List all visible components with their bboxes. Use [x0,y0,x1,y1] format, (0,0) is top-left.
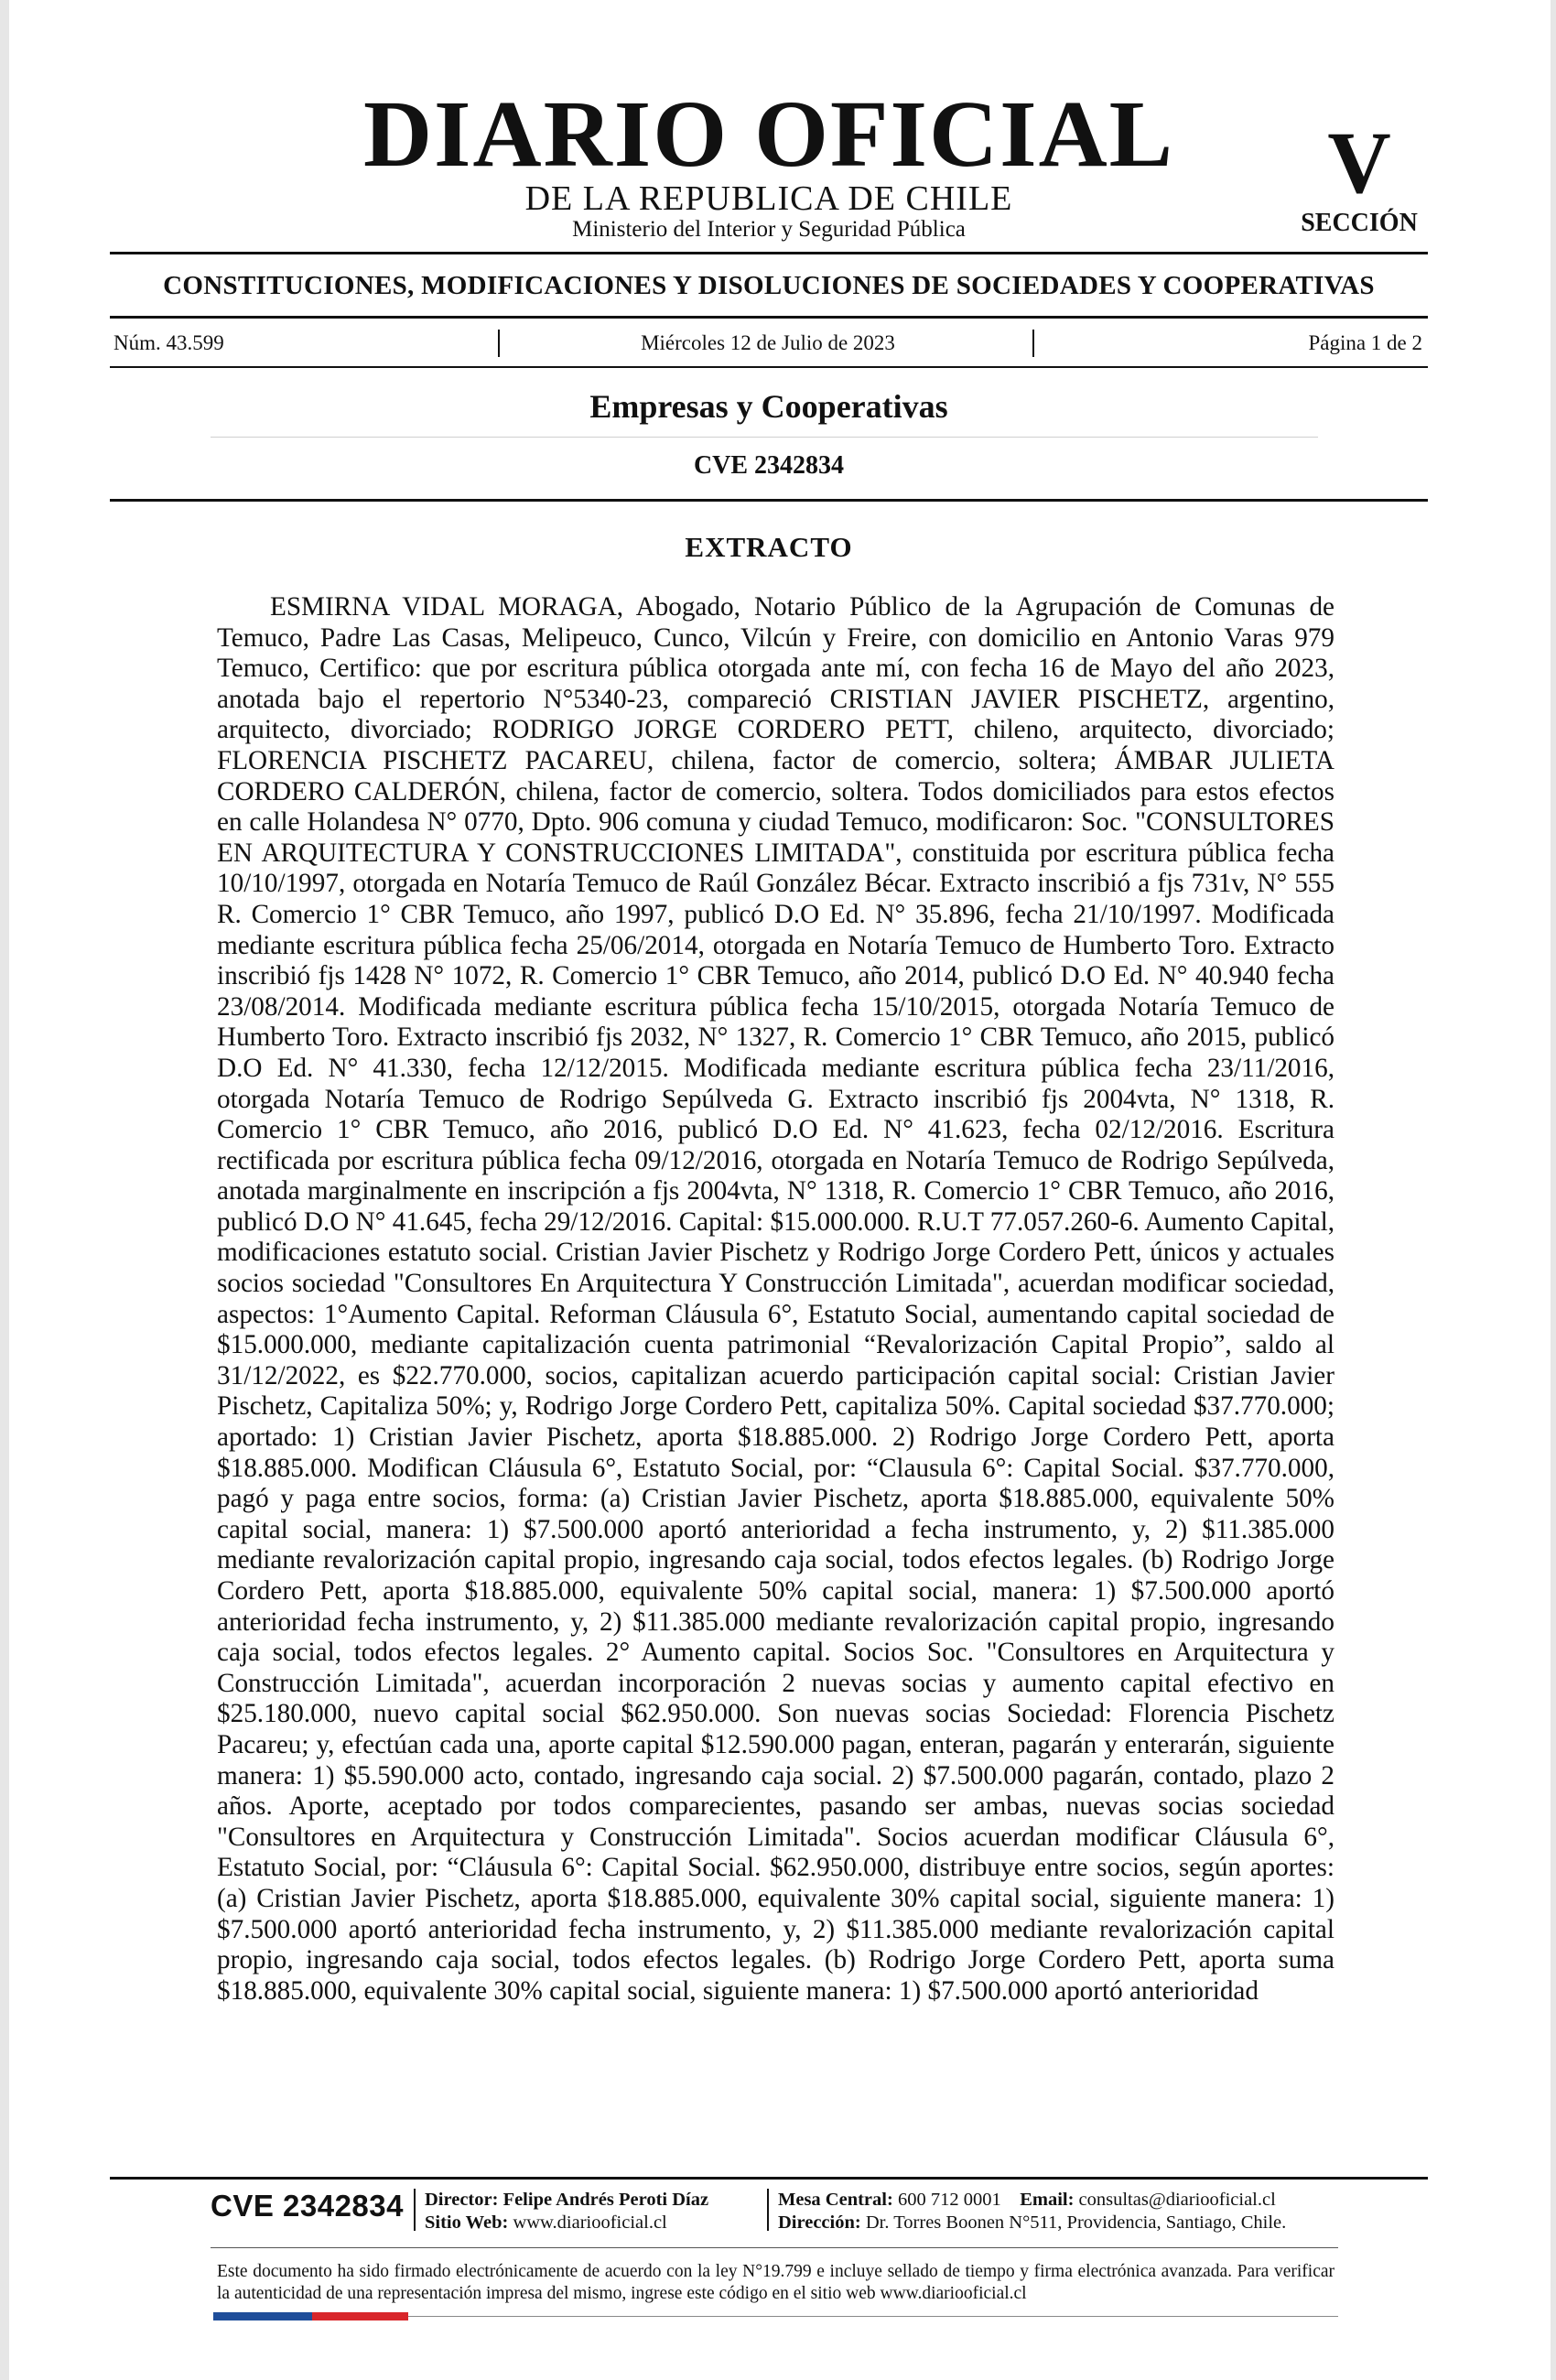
section-letter: V [1327,114,1391,211]
page-edge-left [0,0,9,2380]
footer-rule-bottom [211,2247,1338,2248]
website-link[interactable]: www.diariooficial.cl [513,2212,667,2233]
section-label: SECCIÓN [1301,209,1418,237]
info-separator [498,330,500,357]
footer-rule-end [408,2316,1338,2317]
section-title-underline [211,437,1318,438]
email-link[interactable]: consultas@diariooficial.cl [1078,2190,1276,2210]
footer-rule-top [110,2177,1428,2180]
section-mark [1286,114,1432,237]
footer [211,2183,1336,2266]
footer-separator [414,2189,416,2231]
masthead-ministry: Ministerio del Interior y Seguridad Pública [572,217,966,242]
footer-cve-code: CVE 2342834 [211,2189,404,2223]
page-edge-right [1551,0,1556,2380]
issue-date: Miércoles 12 de Julio de 2023 [641,331,895,354]
category-heading: CONSTITUCIONES, MODIFICACIONES Y DISOLUCIONES DE SOCIEDADES Y COOPERATIVAS [163,271,1375,300]
flag-bar-red [312,2312,408,2320]
phone-label: Mesa Central: [778,2190,893,2210]
document-title: EXTRACTO [685,531,853,563]
phone-number: 600 712 0001 [897,2190,1001,2210]
footer-contact-block [778,2189,1286,2234]
masthead [110,81,1428,252]
info-separator [1032,330,1034,357]
header-rule-middle [110,316,1428,319]
page-indicator: Página 1 de 2 [1308,331,1422,354]
flag-bar-blue [213,2312,312,2320]
masthead-subtitle: DE LA REPUBLICA DE CHILE [524,179,1013,218]
website-label: Sitio Web: [425,2212,509,2233]
issue-info-bar [113,331,1422,359]
address-label: Dirección: [778,2212,861,2233]
email-label: Email: [1020,2190,1075,2210]
footer-director-block [425,2189,708,2234]
cve-rule [110,499,1428,502]
issue-number: Núm. 43.599 [113,331,224,354]
header-rule-bottom [110,366,1428,368]
director-label: Director: [425,2190,499,2210]
legal-notice: Este documento ha sido firmado electrónicamente de acuerdo con la ley N°19.799 e incluye sellado de tiempo y firma electrónica avanzada. Para verificar la autenticidad de una representación impresa del mismo, ingrese este código en el sitio web www.diariooficial.cl [217,2262,1334,2303]
masthead-title: DIARIO OFICIAL [362,81,1175,187]
address: Dr. Torres Boonen N°511, Providencia, Santiago, Chile. [865,2212,1287,2233]
director-name: Felipe Andrés Peroti Díaz [502,2190,709,2210]
cve-code: CVE 2342834 [693,451,845,480]
footer-separator [767,2189,769,2231]
header-rule-top [110,252,1428,254]
section-title: Empresas y Cooperativas [589,388,948,425]
extract-body: ESMIRNA VIDAL MORAGA, Abogado, Notario Público de la Agrupación de Comunas de Temuco, Padre Las Casas, Melipeuco, Cunco, Vilcún y Freire, con domicilio en Antonio Varas 979 Temuco, Certifico: que por escritura pública otorgada ante mí, con fecha 16 de Mayo del año 2023, anotada bajo el repertorio N°5340-23, compareció CRISTIAN JAVIER PISCHETZ, argentino, arquitecto, divorciado; RODRIGO JORGE CORDERO PETT, chileno, arquitecto, divorciado; FLORENCIA PISCHETZ PACAREU, chilena, factor de comercio, soltera; ÁMBAR JULIETA CORDERO CALDERÓN, chilena, factor de comercio, soltera. Todos domiciliados para estos efectos en calle Holandesa N° 0770, Dpto. 906 comuna y ciudad Temuco, modificaron: Soc. "CONSULTORES EN ARQUITECTURA Y CONSTRUCCIONES LIMITADA", constituida por escritura pública fecha 10/10/1997, otorgada en Notaría Temuco de Raúl González Bécar. Extracto inscribió a fjs 731v, N° 555 R. Comercio 1° CBR Temuco, año 1997, publicó D.O Ed. N° 35.896, fecha 21/10/1997. Modificada mediante escritura pública fecha 25/06/2014, otorgada en Notaría Temuco de Humberto Toro. Extracto inscribió fjs 1428 N° 1072, R. Comercio 1° CBR Temuco, año 2014, publicó D.O Ed. N° 40.940 fecha 23/08/2014. Modificada mediante escritura pública fecha 15/10/2015, otorgada Notaría Temuco de Humberto Toro. Extracto inscribió fjs 2032, N° 1327, R. Comercio 1° CBR Temuco, año 2015, publicó D.O Ed. N° 41.330, fecha 12/12/2015. Modificada mediante escritura pública fecha 23/11/2016, otorgada Notaría Temuco de Rodrigo Sepúlveda G. Extracto inscribió fjs 2004vta, N° 1318, R. Comercio 1° CBR Temuco, año 2016, publicó D.O Ed. N° 41.623, fecha 02/12/2016. Escritura rectificada por escritura pública fecha 09/12/2016, otorgada en Notaría Temuco de Rodrigo Sepúlveda, anotada marginalmente en inscripción a fjs 2004vta, N° 1318, R. Comercio 1° CBR Temuco, año 2016, publicó D.O N° 41.645, fecha 29/12/2016. Capital: $15.000.000. R.U.T 77.057.260-6. Aumento Capital, modificaciones estatuto social. Cristian Javier Pischetz y Rodrigo Jorge Cordero Pett, únicos y actuales socios sociedad "Consultores En Arquitectura Y Construcción Limitada", acuerdan modificar sociedad, aspectos: 1°Aumento Capital. Reforman Cláusula 6°, Estatuto Social, aumentando capital sociedad de $15.000.000, mediante capitalización cuenta patrimonial “Revalorización Capital Propio”, saldo al 31/12/2022, es $22.770.000, socios, capitalizan acuerdo participación capital social: Cristian Javier Pischetz, Capitaliza 50%; y, Rodrigo Jorge Cordero Pett, capitaliza 50%. Capital sociedad $37.770.000; aportado: 1) Cristian Javier Pischetz, aporta $18.885.000. 2) Rodrigo Jorge Cordero Pett, aporta $18.885.000. Modifican Cláusula 6°, Estatuto Social, por: “Clausula 6°: Capital Social. $37.770.000, pagó y paga entre socios, forma: (a) Cristian Javier Pischetz, aporta $18.885.000, equivalente 50% capital social, manera: 1) $7.500.000 aportó anterioridad a fecha instrumento, y, 2) $11.385.000 mediante revalorización capital propio, ingresando caja social, todos efectos legales. (b) Rodrigo Jorge Cordero Pett, aporta $18.885.000, equivalente 50% capital social, manera: 1) $7.500.000 aportó anterioridad fecha instrumento, y, 2) $11.385.000 mediante revalorización capital propio, ingresando caja social, todos efectos legales. 2° Aumento capital. Socios Soc. "Consultores en Arquitectura y Construcción Limitada", acuerdan incorporación 2 nuevas socias y aumento capital efectivo en $25.180.000, nuevo capital social $62.950.000. Son nuevas socias Sociedad: Florencia Pischetz Pacareu; y, efectúan cada una, aporte capital $12.590.000 pagan, enteran, pagarán y enterarán, siguiente manera: 1) $5.590.000 acto, contado, ingresando caja social. 2) $7.500.000 pagarán, contado, plazo 2 años. Aporte, aceptado por todos comparecientes, pasando ser ambas, nuevas socias sociedad "Consultores en Arquitectura y Construcción Limitada". Socios acuerdan modificar Cláusula 6°, Estatuto Social, por: “Cláusula 6°: Capital Social. $62.950.000, distribuye entre socios, según aportes: (a) Cristian Javier Pischetz, aporta $18.885.000, equivalente 30% capital social, siguiente manera: 1) $7.500.000 aportó anterioridad fecha instrumento, y, 2) $11.385.000 mediante revalorización capital propio, ingresando caja social, todos efectos legales. (b) Rodrigo Jorge Cordero Pett, aporta suma $18.885.000, equivalente 30% capital social, siguiente manera: 1) $7.500.000 aportó anterioridad [217,592,1334,2006]
